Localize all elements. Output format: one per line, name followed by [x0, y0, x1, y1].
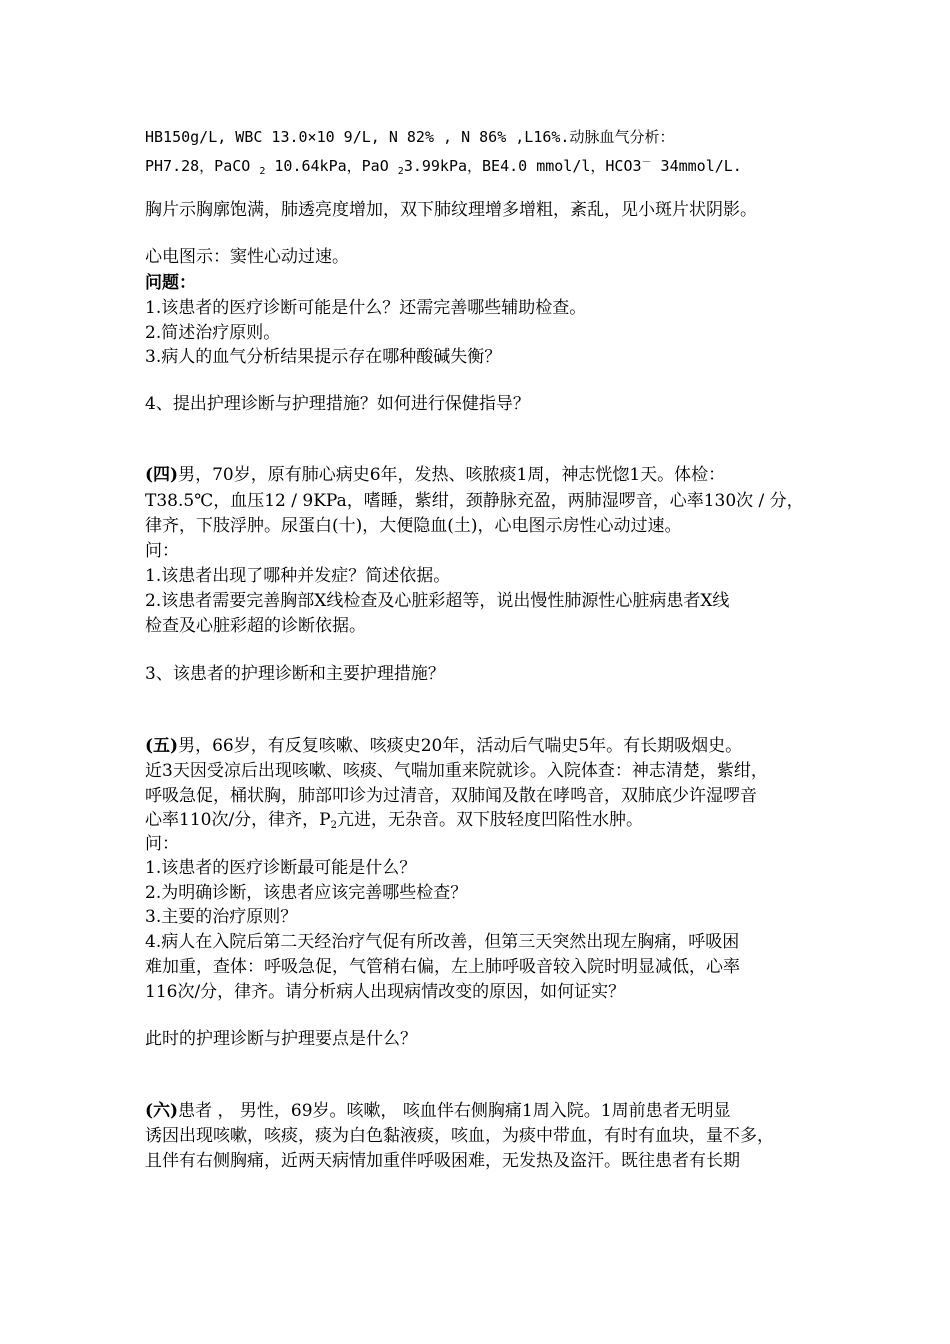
case-5-line-4 [145, 809, 643, 837]
lab-text: 3.99kPa，BE4.0 mmol/l，HCO3 [403, 157, 642, 175]
lab-results-line-2 [145, 152, 742, 183]
case-5-question-4b: 难加重，查体：呼吸急促，气管稍右偏，左上肺呼吸音较入院时明显减低，心率 [145, 957, 740, 977]
case-label: (四) [145, 465, 179, 485]
case-5-question-1: 1.该患者的医疗诊断最可能是什么？ [145, 858, 417, 878]
lab-text: 34mmol/L. [651, 157, 742, 175]
subscript: 2 [397, 166, 404, 177]
subscript: 2 [259, 166, 266, 177]
case-5-line-2: 近3天因受凉后出现咳嗽、咳痰、气喘加重来院就诊。入院体查：神志清楚，紫绀， [145, 761, 768, 781]
case-4-line-3: 律齐，下肢浮肿。尿蛋白(十)，大便隐血(土)，心电图示房性心动过速。 [145, 516, 682, 536]
case-4-line-2: T38.5℃，血压12 / 9KPa，嗜睡，紫绀，颈静脉充盈，两肺湿啰音，心率130次 / 分， [145, 491, 804, 511]
case-5-line-1 [145, 735, 742, 757]
lab-text: 10.64kPa，PaO [265, 157, 398, 175]
xray-findings: 胸片示胸廓饱满，肺透亮度增加，双下肺纹理增多增粗，紊乱，见小斑片状阴影。 [145, 200, 757, 220]
case-6-line-1 [145, 1100, 731, 1122]
case-label: (五) [145, 736, 179, 756]
case-text: 患者 ， 男性，69岁。咳嗽， 咳血伴右侧胸痛1周入院。1周前患者无明显 [178, 1101, 731, 1121]
case-4-question-3: 3、该患者的护理诊断和主要护理措施？ [145, 664, 445, 684]
case-5-ask: 问： [145, 834, 179, 854]
case-6-line-3: 且伴有右侧胸痛，近两天病情加重伴呼吸困难，无发热及盗汗。既往患者有长期 [145, 1151, 740, 1171]
case-text: 男，66岁，有反复咳嗽、咳痰史20年，活动后气喘史5年。有长期吸烟史。 [178, 736, 743, 756]
case-5-question-4c: 116次/分，律齐。请分析病人出现病情改变的原因，如何证实？ [145, 982, 626, 1002]
question-1: 1.该患者的医疗诊断可能是什么？还需完善哪些辅助检查。 [145, 298, 587, 318]
case-text: 男，70岁，原有肺心病史6年，发热、咳脓痰1周，神志恍惚1天。体检： [178, 465, 726, 485]
question-4: 4、提出护理诊断与护理措施？如何进行保健指导？ [145, 394, 530, 414]
case-4-ask: 问： [145, 541, 179, 561]
case-5-question-5: 此时的护理诊断与护理要点是什么？ [145, 1029, 417, 1049]
lab-text: PH7.28，PaCO [145, 157, 260, 175]
case-text: 亢进，无杂音。双下肢轻度凹陷性水肿。 [337, 810, 643, 830]
case-4-question-2a: 2.该患者需要完善胸部X线检查及心脏彩超等，说出慢性肺源性心脏病患者X线 [145, 591, 730, 611]
superscript: － [641, 157, 652, 168]
case-4-question-2b: 检查及心脏彩超的诊断依据。 [145, 616, 366, 636]
case-5-line-3: 呼吸急促，桶状胸，肺部叩诊为过清音，双肺闻及散在哮鸣音，双肺底少许湿啰音 [145, 786, 757, 806]
subscript: 2 [330, 820, 337, 831]
case-6-line-2: 诱因出现咳嗽，咳痰，痰为白色黏液痰，咳血，为痰中带血，有时有血块，量不多， [145, 1126, 774, 1146]
question-2: 2.简述治疗原则。 [145, 323, 281, 343]
lab-results-line-1: HB150g/L, WBC 13.0×10 9/L, N 82% , N 86% ,L16%.动脉血气分析： [145, 128, 675, 146]
case-text: 心率110次/分，律齐，P [145, 810, 331, 830]
question-3: 3.病人的血气分析结果提示存在哪种酸碱失衡？ [145, 347, 502, 367]
ecg-findings: 心电图示：窦性心动过速。 [145, 247, 349, 267]
case-4-question-1: 1.该患者出现了哪种并发症？简述依据。 [145, 566, 451, 586]
case-5-question-2: 2.为明确诊断，该患者应该完善哪些检查？ [145, 883, 468, 903]
questions-heading: 问题： [145, 273, 196, 293]
case-5-question-4a: 4.病人在入院后第二天经治疗气促有所改善，但第三天突然出现左胸痛，呼吸困 [145, 932, 740, 952]
case-5-question-3: 3.主要的治疗原则？ [145, 907, 298, 927]
case-4-line-1 [145, 464, 725, 486]
case-label: (六) [145, 1101, 179, 1121]
